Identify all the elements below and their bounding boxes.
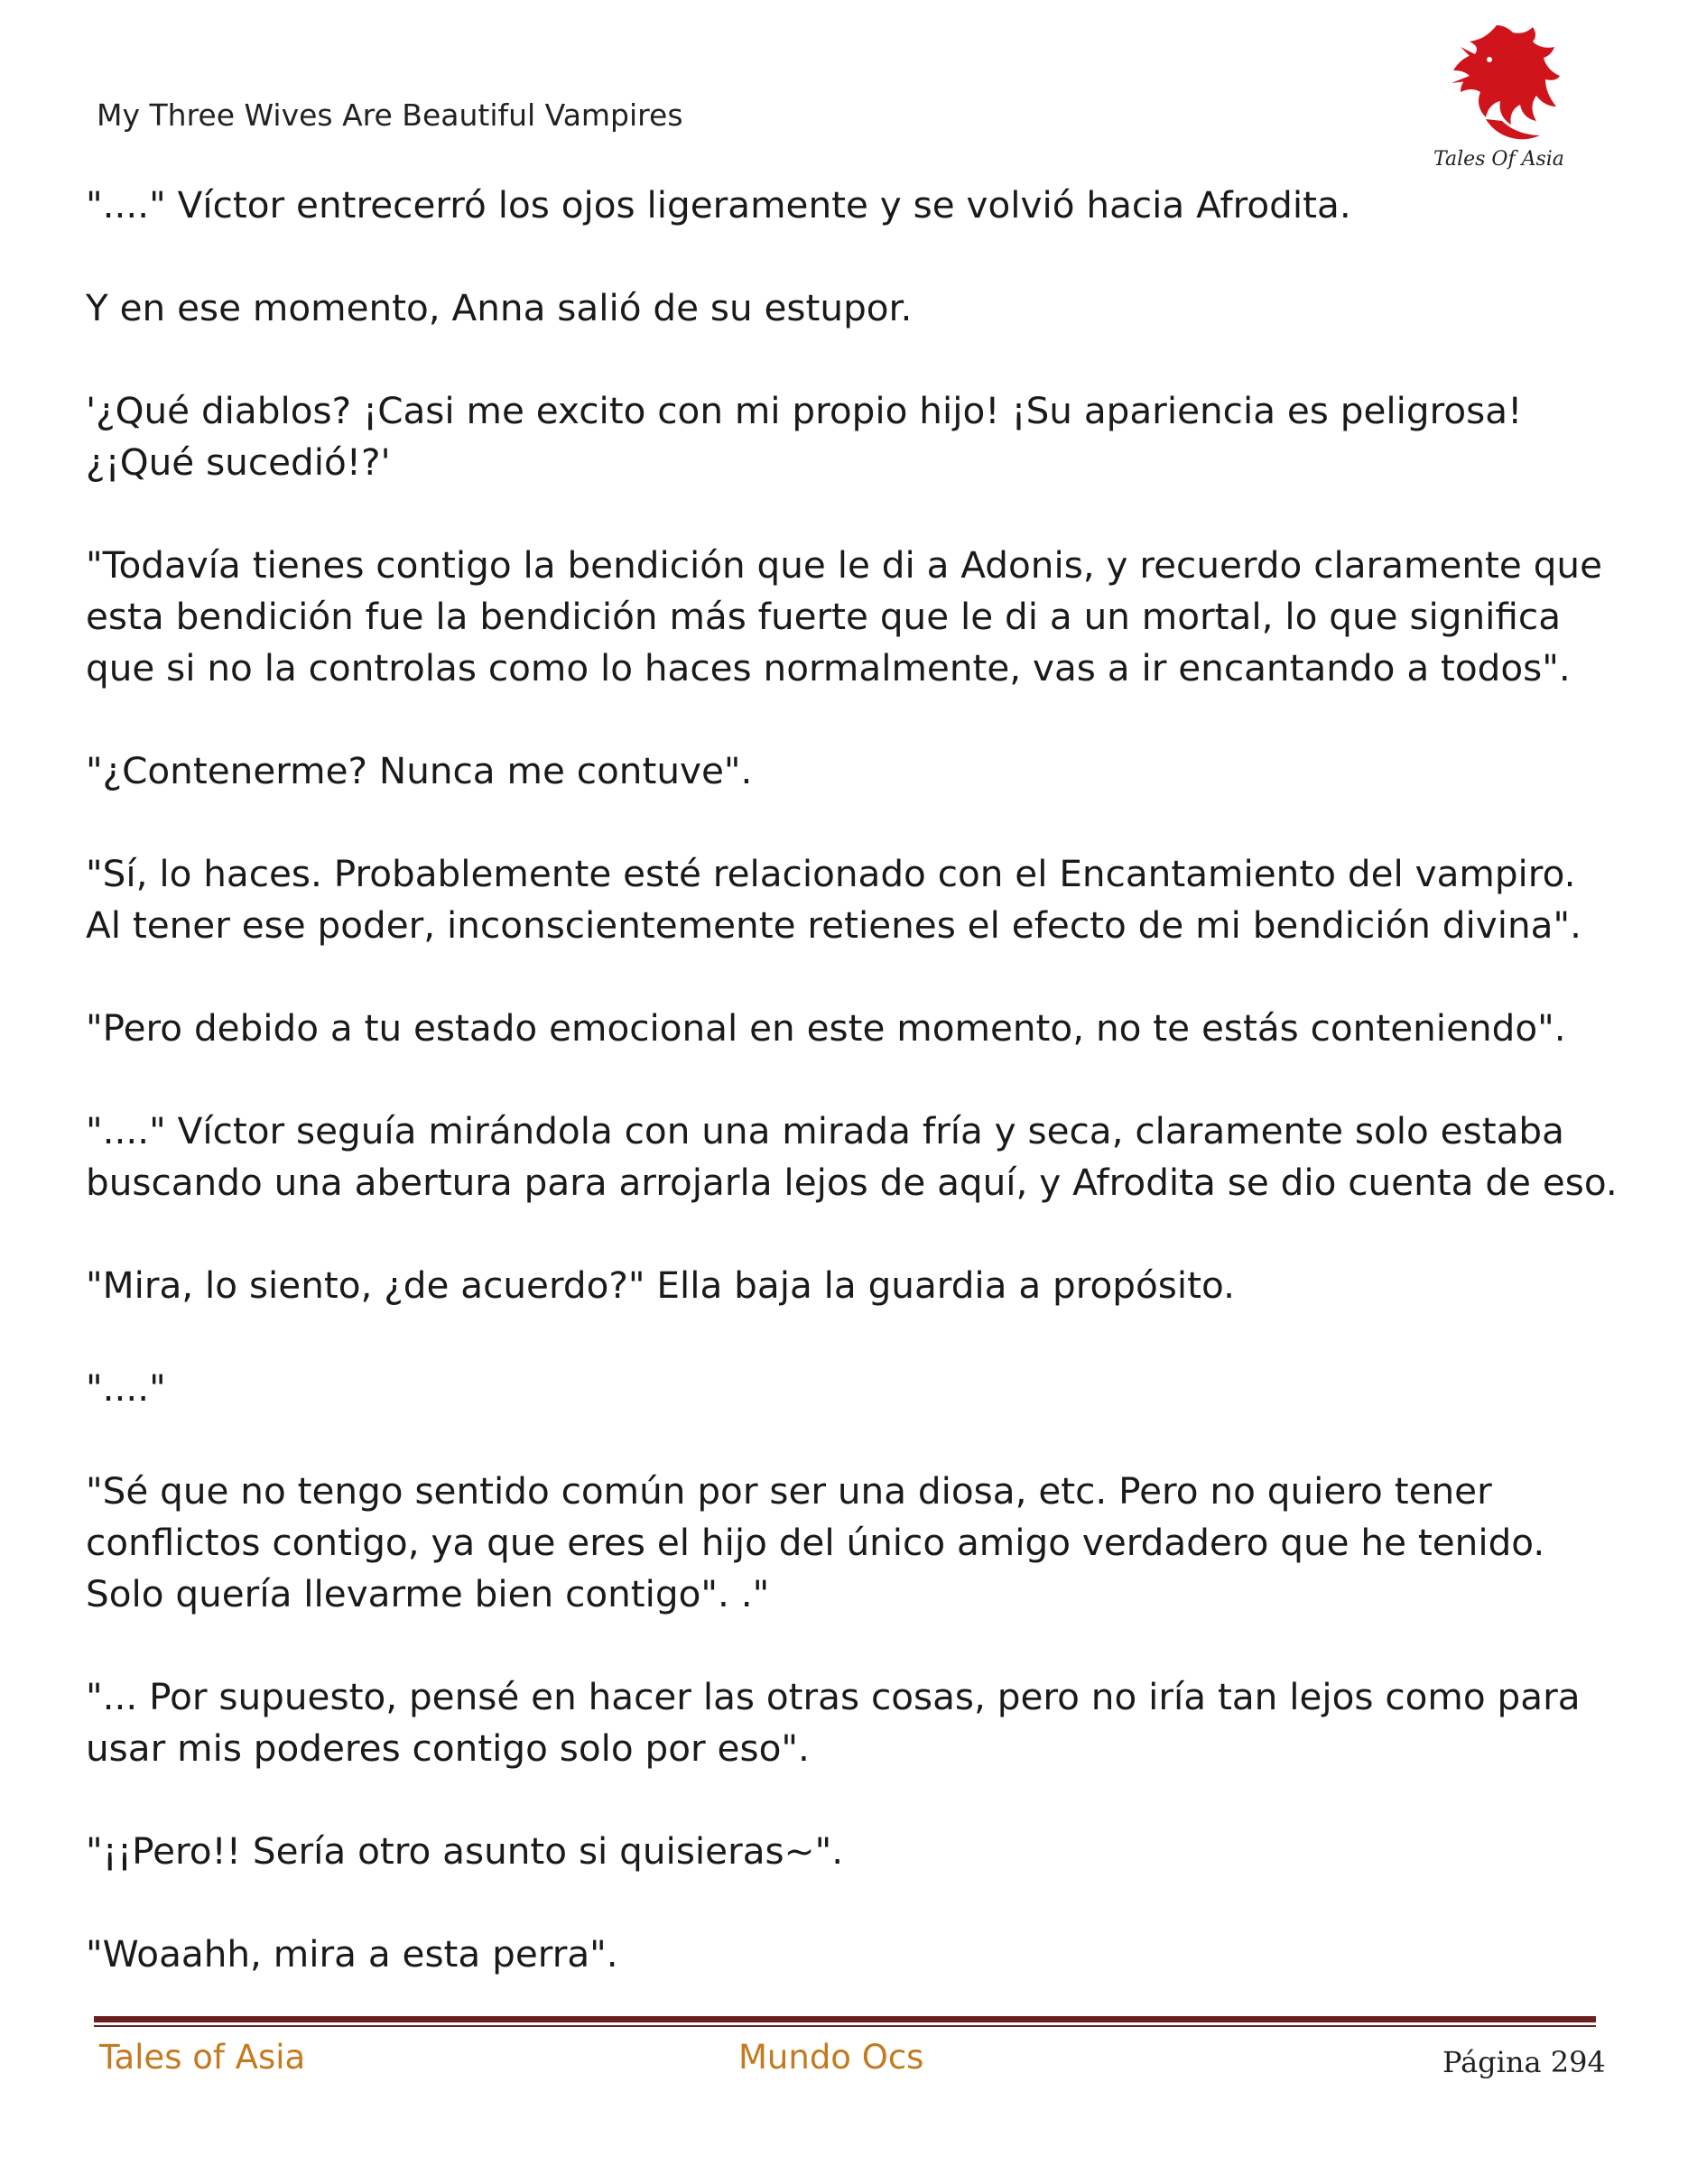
logo-text: Tales Of Asia: [1433, 148, 1564, 171]
paragraph: "...." Víctor entrecerró los ojos ligeramente y se volvió hacia Afrodita.: [86, 183, 1351, 227]
page-number: Página 294: [1442, 2045, 1606, 2079]
footer-divider-thick: [94, 2016, 1596, 2022]
book-title: My Three Wives Are Beautiful Vampires: [97, 97, 683, 133]
paragraph: "Sí, lo haces. Probablemente esté relacionado con el Encantamiento del vampiro. Al tener ese poder, inconscientemente retienes el efecto de mi bendición divina".: [86, 852, 1581, 947]
paragraph: "¡¡Pero!! Sería otro asunto si quisieras~".: [86, 1829, 844, 1873]
paragraph: '¿Qué diablos? ¡Casi me excito con mi propio hijo! ¡Su apariencia es peligrosa! ¿¡Qué sucedió!?': [86, 389, 1523, 484]
paragraph: "¿Contenerme? Nunca me contuve".: [86, 749, 753, 792]
footer-divider-thin: [94, 2025, 1596, 2027]
dragon-icon: [1433, 20, 1560, 155]
paragraph: "Sé que no tengo sentido común por ser una diosa, etc. Pero no quiero tener conflictos contigo, ya que eres el hijo del único amigo verdadero que he tenido. Solo quería llevarme bien contigo". .": [86, 1469, 1545, 1615]
tales-of-asia-logo: [1433, 20, 1564, 182]
paragraph: "Mira, lo siento, ¿de acuerdo?" Ella baja la guardia a propósito.: [86, 1263, 1235, 1307]
paragraph: Y en ese momento, Anna salió de su estupor.: [86, 286, 913, 329]
footer-divider: [94, 2016, 1596, 2027]
paragraph: "Pero debido a tu estado emocional en este momento, no te estás conteniendo".: [86, 1006, 1566, 1050]
chapter-body: [86, 180, 1620, 2031]
paragraph: "....": [86, 1366, 166, 1410]
footer-section-name: Mundo Ocs: [738, 2038, 924, 2077]
paragraph: "...." Víctor seguía mirándola con una mirada fría y seca, claramente solo estaba buscando una abertura para arrojarla lejos de aquí, y Afrodita se dio cuenta de eso.: [86, 1109, 1618, 1204]
footer-site-name: Tales of Asia: [99, 2038, 306, 2077]
paragraph: "... Por supuesto, pensé en hacer las otras cosas, pero no iría tan lejos como para usar mis poderes contigo solo por eso".: [86, 1675, 1581, 1770]
paragraph: "Todavía tienes contigo la bendición que le di a Adonis, y recuerdo claramente que esta bendición fue la bendición más fuerte que le di a un mortal, lo que significa que si no la controlas como lo haces normalmente, vas a ir encantando a todos".: [86, 543, 1603, 689]
paragraph: "Woaahh, mira a esta perra".: [86, 1932, 618, 1976]
